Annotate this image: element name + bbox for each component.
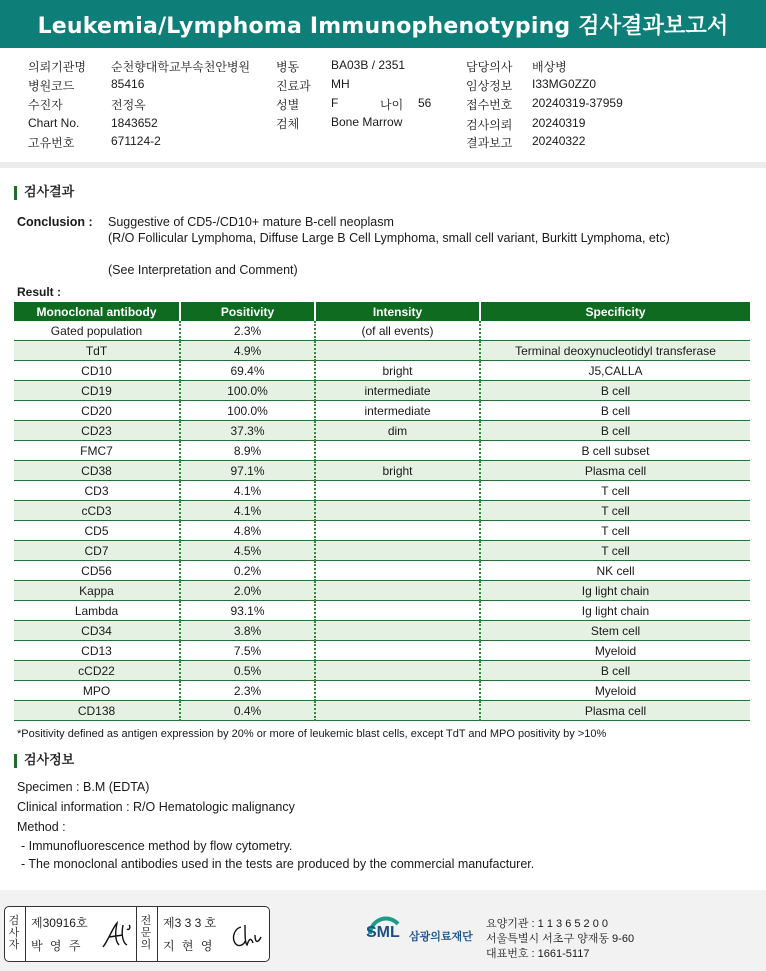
table-cell: CD3 [14, 481, 180, 501]
info-value: 20240319-37959 [532, 96, 623, 110]
table-cell: B cell [480, 381, 750, 401]
table-cell: (of all events) [315, 321, 480, 341]
table-cell: CD7 [14, 541, 180, 561]
clinical-info: Clinical information : R/O Hematologic malignancy [17, 800, 295, 814]
table-cell [315, 521, 480, 541]
table-cell: B cell [480, 661, 750, 681]
org-name: 삼광의료재단 [409, 931, 473, 943]
table-row [14, 341, 750, 361]
table-row [14, 601, 750, 621]
table-row [14, 641, 750, 661]
table-row [14, 421, 750, 441]
info-value: Bone Marrow [331, 115, 403, 129]
column-header: Specificity [480, 302, 750, 321]
table-cell: CD20 [14, 401, 180, 421]
table-cell [315, 661, 480, 681]
table-cell: FMC7 [14, 441, 180, 461]
info-value: 순천향대학교부속천안병원 [111, 60, 251, 74]
table-cell: bright [315, 361, 480, 381]
table-cell: 69.4% [180, 361, 315, 381]
info-value: MH [331, 77, 350, 91]
info-label: 검사의뢰 [466, 118, 513, 132]
table-cell: T cell [480, 481, 750, 501]
table-cell [315, 701, 480, 721]
table-cell: Myeloid [480, 641, 750, 661]
table-cell [315, 641, 480, 661]
conclusion-line3: (See Interpretation and Comment) [108, 263, 298, 277]
table-cell [315, 681, 480, 701]
table-cell: 0.5% [180, 661, 315, 681]
method-label: Method : [17, 820, 66, 834]
table-cell: dim [315, 421, 480, 441]
signer2-role: 전 문 의 [140, 915, 152, 951]
signer1-role: 검 사 자 [8, 915, 20, 951]
signature-1-icon [99, 917, 135, 953]
specimen: Specimen : B.M (EDTA) [17, 780, 150, 794]
table-cell: intermediate [315, 401, 480, 421]
column-header: Positivity [180, 302, 315, 321]
table-cell: 4.5% [180, 541, 315, 561]
info-label: 임상정보 [466, 79, 513, 93]
table-cell: CD34 [14, 621, 180, 641]
info-value: 671124-2 [111, 134, 161, 148]
table-row [14, 561, 750, 581]
table-cell: 3.8% [180, 621, 315, 641]
table-cell: CD38 [14, 461, 180, 481]
info-value: 20240319 [532, 116, 586, 130]
info-label: 고유번호 [28, 136, 75, 150]
info-label: Chart No. [28, 116, 80, 130]
signer2-name: 지 현 영 [163, 939, 215, 953]
table-cell: T cell [480, 501, 750, 521]
column-header: Monoclonal antibody [14, 302, 180, 321]
table-cell [480, 321, 750, 341]
table-cell: MPO [14, 681, 180, 701]
table-cell: Plasma cell [480, 461, 750, 481]
table-cell [315, 601, 480, 621]
info-value: BA03B / 2351 [331, 58, 406, 72]
table-cell: Ig light chain [480, 581, 750, 601]
info-label: 접수번호 [466, 98, 513, 112]
table-cell [315, 541, 480, 561]
info-label: 성별 [276, 98, 300, 112]
table-cell [315, 481, 480, 501]
table-cell: Ig light chain [480, 601, 750, 621]
info-label: 병동 [276, 60, 300, 74]
table-cell: CD23 [14, 421, 180, 441]
conclusion-label: Conclusion : [17, 215, 93, 229]
table-cell: Stem cell [480, 621, 750, 641]
table-cell: 4.8% [180, 521, 315, 541]
info-label: 진료과 [276, 79, 311, 93]
org-line2: 서울특별시 서초구 양재동 9-60 [486, 933, 635, 945]
table-cell: 93.1% [180, 601, 315, 621]
table-footnote: *Positivity defined as antigen expression by 20% or more of leukemic blast cells, except TdT and MPO positivity by >10% [17, 728, 607, 740]
info-label: 검체 [276, 117, 300, 131]
table-row [14, 501, 750, 521]
signer1-license: 제30916호 [31, 916, 88, 930]
info-value: 전정옥 [111, 98, 146, 112]
results-heading: 검사결과 [14, 186, 74, 200]
test-info-heading: 검사정보 [14, 754, 74, 768]
info-value: 배상병 [532, 60, 567, 74]
table-row [14, 361, 750, 381]
table-cell: CD138 [14, 701, 180, 721]
table-row [14, 701, 750, 721]
table-cell [315, 501, 480, 521]
table-row [14, 661, 750, 681]
result-label: Result : [17, 285, 62, 299]
divider [0, 162, 766, 168]
table-cell: CD56 [14, 561, 180, 581]
info-label: 담당의사 [466, 60, 513, 74]
info-value: 85416 [111, 77, 145, 91]
info-value: F [331, 96, 339, 110]
table-cell: T cell [480, 541, 750, 561]
table-cell: B cell subset [480, 441, 750, 461]
table-row [14, 521, 750, 541]
table-row [14, 541, 750, 561]
table-row [14, 581, 750, 601]
conclusion-line1: Suggestive of CD5-/CD10+ mature B-cell neoplasm [108, 215, 394, 229]
table-cell: CD13 [14, 641, 180, 661]
info-label: 결과보고 [466, 136, 513, 150]
table-cell: 100.0% [180, 401, 315, 421]
table-row [14, 621, 750, 641]
table-cell [315, 561, 480, 581]
table-cell: 7.5% [180, 641, 315, 661]
table-cell: 4.1% [180, 481, 315, 501]
table-cell: cCD22 [14, 661, 180, 681]
table-cell: Kappa [14, 581, 180, 601]
table-cell: T cell [480, 521, 750, 541]
column-header: Intensity [315, 302, 480, 321]
table-cell: Myeloid [480, 681, 750, 701]
conclusion-line2: (R/O Follicular Lymphoma, Diffuse Large B Cell Lymphoma, small cell variant, Burkitt Lymphoma, etc) [108, 231, 670, 245]
table-cell: 8.9% [180, 441, 315, 461]
table-cell: 4.9% [180, 341, 315, 361]
info-label: 의뢰기관명 [28, 60, 86, 74]
results-table [14, 302, 750, 721]
table-cell: 2.3% [180, 681, 315, 701]
table-cell [315, 621, 480, 641]
table-cell [315, 441, 480, 461]
table-cell: 2.3% [180, 321, 315, 341]
method-line2: - The monoclonal antibodies used in the tests are produced by the commercial manufacturer. [21, 857, 535, 871]
table-cell: 100.0% [180, 381, 315, 401]
method-line1: - Immunofluorescence method by flow cytometry. [21, 839, 293, 853]
table-cell [315, 341, 480, 361]
signature-box [4, 906, 270, 962]
table-cell: 0.2% [180, 561, 315, 581]
sml-logo-icon: SML [364, 912, 404, 952]
table-row [14, 381, 750, 401]
signer1-name: 박 영 주 [31, 939, 83, 953]
table-cell [315, 581, 480, 601]
table-cell: bright [315, 461, 480, 481]
table-cell: cCD3 [14, 501, 180, 521]
table-cell: CD5 [14, 521, 180, 541]
table-row [14, 481, 750, 501]
org-line3: 대표번호 : 1661-5117 [486, 948, 590, 960]
info-value: 1843652 [111, 116, 158, 130]
table-row [14, 461, 750, 481]
table-cell: B cell [480, 401, 750, 421]
table-row [14, 401, 750, 421]
signer2-license: 제3 3 3 호 [163, 916, 217, 930]
table-cell: 4.1% [180, 501, 315, 521]
table-row [14, 441, 750, 461]
table-cell: J5,CALLA [480, 361, 750, 381]
table-cell: Plasma cell [480, 701, 750, 721]
table-cell: B cell [480, 421, 750, 441]
table-cell: CD19 [14, 381, 180, 401]
org-line1: 요양기관 : 1 1 3 6 5 2 0 0 [486, 918, 609, 930]
table-cell: Terminal deoxynucleotidyl transferase [480, 341, 750, 361]
table-cell: intermediate [315, 381, 480, 401]
info-label: 수진자 [28, 98, 63, 112]
report-title: Leukemia/Lymphoma Immunophenotyping 검사결과보고서 [0, 0, 766, 48]
info-value: 20240322 [532, 134, 586, 148]
age-label: 나이 [380, 98, 404, 112]
info-label: 병원코드 [28, 79, 75, 93]
table-cell: 97.1% [180, 461, 315, 481]
age-value: 56 [418, 96, 432, 110]
table-row [14, 321, 750, 341]
table-cell: Lambda [14, 601, 180, 621]
table-cell: 0.4% [180, 701, 315, 721]
table-cell: TdT [14, 341, 180, 361]
signature-2-icon [227, 921, 263, 951]
table-cell: 2.0% [180, 581, 315, 601]
table-row [14, 681, 750, 701]
table-cell: NK cell [480, 561, 750, 581]
table-cell: 37.3% [180, 421, 315, 441]
table-cell: CD10 [14, 361, 180, 381]
info-value: I33MG0ZZ0 [532, 77, 597, 91]
table-cell: Gated population [14, 321, 180, 341]
